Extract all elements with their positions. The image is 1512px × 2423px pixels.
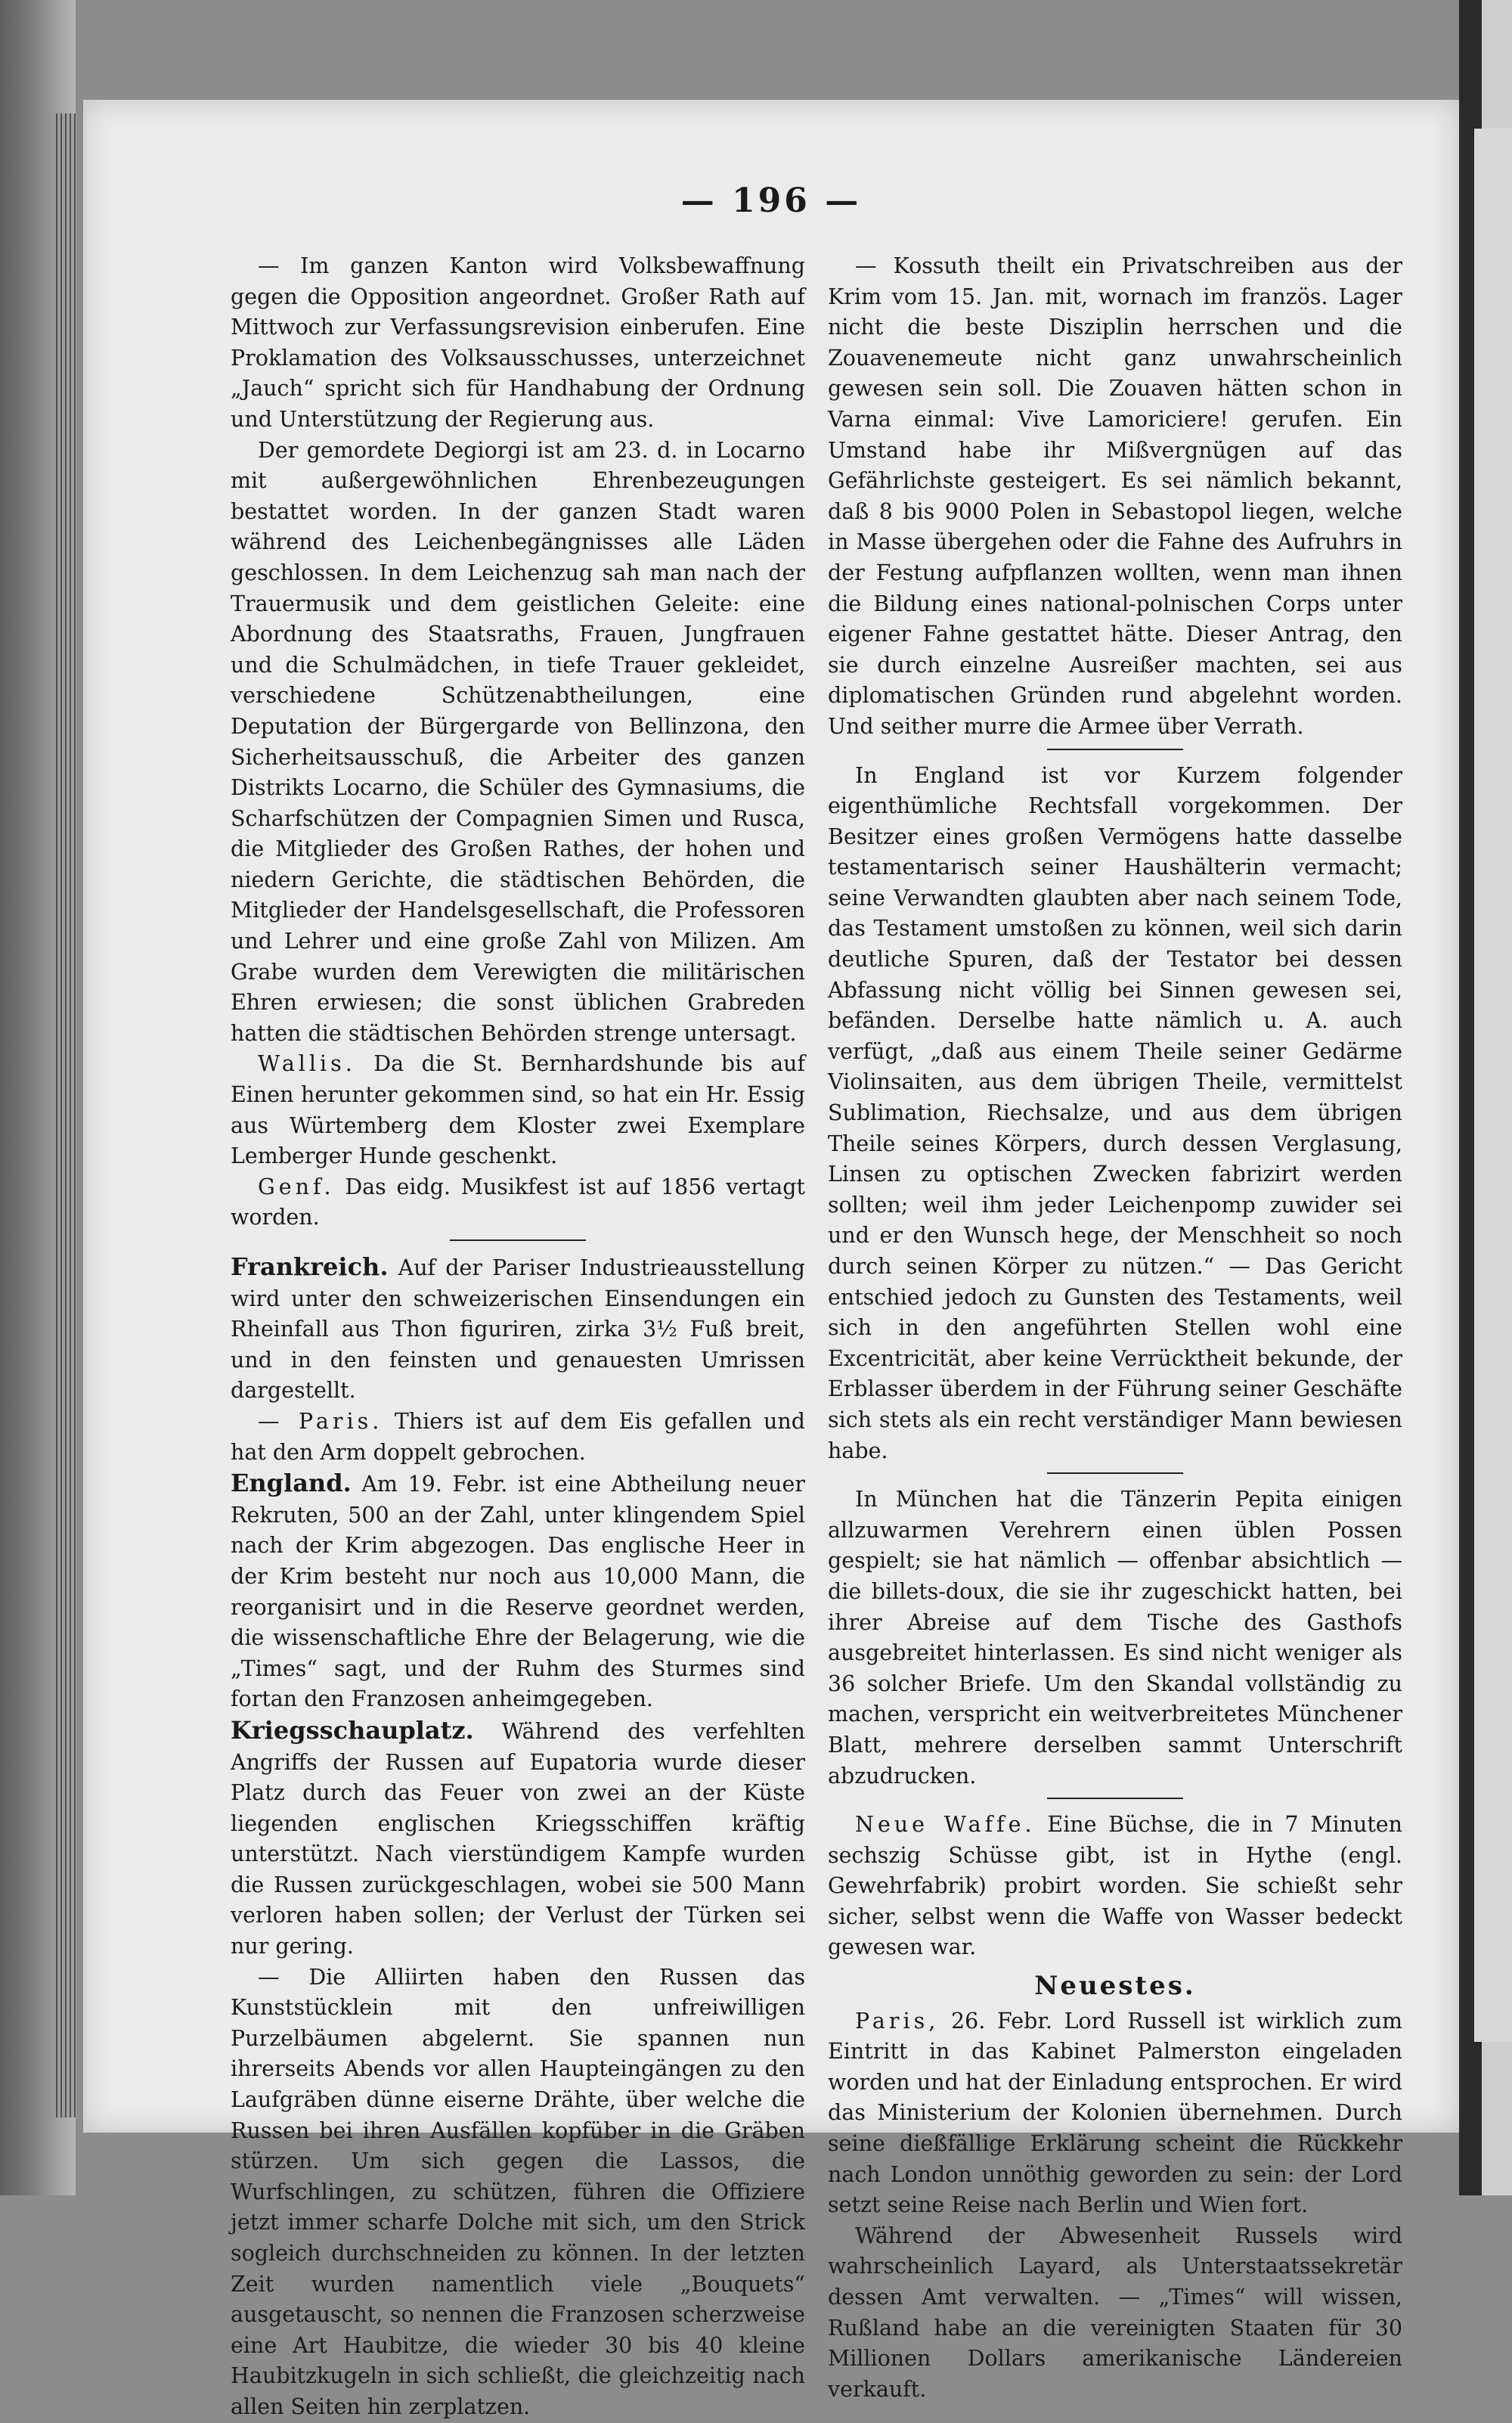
- text-paris-russell: 26. Febr. Lord Russell ist wirklich zum Eintritt in das Kabinet Palmerston eingeladen worden und hat der Einladung entsprochen. Er wird das Ministerium der Kolonien übernehmen. Durch seine dießfällige Erklärung scheint die Rückkehr nach London unnöthig geworden zu sein: der Lord setzt seine Reise nach Berlin und Wien fort.: [828, 2008, 1403, 2218]
- article-kriegsschauplatz: [231, 1715, 805, 1962]
- divider: [1047, 749, 1183, 750]
- page-header: — 196 —: [680, 181, 862, 220]
- article-alliirten: — Die Alliirten haben den Russen das Kunststücklein mit den unfreiwilligen Purzelbäumen abgelernt. Sie spannen nun ihrerseits Abends vor allen Haupteingängen zu den Laufgräben dünne eiserne Drähte, über welche die Russen bei ihren Ausfällen kopfüber in die Gräben stürzen. Um sich gegen die Lassos, die Wurfschlingen, zu schützen, führen die Offiziere jetzt immer scharfe Dolche mit sich, um den Strick sogleich durchschneiden zu können. In der letzten Zeit wurden namentlich viele „Bouquets“ ausgetauscht, so nennen die Franzosen scherzweise eine Art Haubitze, die wieder 30 bis 40 kleine Haubitzkugeln in sich schließt, die gleichzeitig nach allen Seiten hin zerplatzen.: [231, 1964, 805, 2419]
- lead-neue-waffe: Neue Waffe.: [855, 1812, 1036, 1838]
- lead-paris-thiers: — Paris.: [258, 1408, 383, 1434]
- article-kossuth: — Kossuth theilt ein Privatschreiben aus der Krim vom 15. Jan. mit, wornach im französ. Lager nicht die beste Disziplin herrschen und die Zouavenemeute nicht ganz unwahrscheinlich gewesen sein soll. Die Zouaven hätten schon in Varna einmal: Vive Lamoriciere! gerufen. Ein Umstand habe ihr Mißvergnügen auf das Gefährlichste gesteigert. Es sei nämlich bekannt, daß 8 bis 9000 Polen in Sebastopol liegen, welche in Masse übergehen oder die Fahne des Aufruhrs in der Festung aufpflanzen wollten, wenn man ihnen die Bildung eines national-polnischen Corps unter eigener Fahne gestattet hätte. Dieser Antrag, den sie durch einzelne Ausreißer machten, sei aus diplomatischen Gründen rund abgelehnt worden. Und seither murre die Armee über Verrath.: [828, 253, 1402, 739]
- article-layard: Während der Abwesenheit Russels wird wahrscheinlich Layard, als Unterstaatssekretär dessen Amt verwalten. — „Times“ will wissen, Rußland habe an die vereinigten Staaten für 30 Millionen Dollars amerikanische Ländereien verkauft.: [828, 2223, 1402, 2402]
- text-wallis: Da die St. Bernhardshunde bis auf Einen herunter gekommen sind, so hat ein Hr. Essig aus Würtemberg dem Kloster zwei Exemplare Lemberger Hunde geschenkt.: [231, 1051, 806, 1169]
- article-frankreich: [231, 1252, 805, 1407]
- text-neue-waffe: Eine Büchse, die in 7 Minuten sechszig Schüsse gibt, ist in Hythe (engl. Gewehrfabrik) probirt worden. Sie schießt sehr sicher, selbst wenn die Waffe von Wasser bedeckt gewesen war.: [828, 1812, 1402, 1960]
- text-paris-thiers: Thiers ist auf dem Eis gefallen und hat den Arm doppelt gebrochen.: [231, 1408, 806, 1465]
- article-paris-thiers: [231, 1407, 805, 1468]
- right-column: [828, 251, 1402, 2405]
- left-column: [231, 251, 805, 2423]
- article-england-rechtsfall: In England ist vor Kurzem folgender eigenthümliche Rechtsfall vorgekommen. Der Besitzer eines großen Vermögens hatte dasselbe testamentarisch seiner Haushälterin vermacht; seine Verwandten glaubten aber nach seinem Tode, das Testament umstoßen zu können, weil sich darin deutliche Spuren, daß der Testator bei dessen Abfassung nicht völlig bei Sinnen gewesen sei, befänden. Derselbe hatte nämlich u. A. auch verfügt, „daß aus einem Theile seiner Gedärme Violinsaiten, aus dem übrigen Theile, vermittelst Sublimation, Riechsalze, und aus dem übrigen Theile seines Körpers, durch dessen Verglasung, Linsen zu optischen Zwecken fabrizirt werden sollten; weil ihm jeder Leichenpomp zuwider sei und er den Wunsch hege, der Menschheit so noch durch seinen Körper zu nützen.“ — Das Gericht entschied jedoch zu Gunsten des Testaments, weil sich in den angeführten Stellen wohl eine Excentricität, aber keine Verrücktheit bekunde, der Erblasser überdem in der Führung seiner Geschäfte sich stets als ein recht verständiger Mann bewiesen habe.: [828, 762, 1402, 1463]
- divider: [1047, 1798, 1183, 1799]
- lead-genf: Genf.: [258, 1174, 335, 1199]
- section-heading-neuestes: Neuestes.: [1034, 1971, 1196, 2002]
- lead-wallis: Wallis.: [258, 1051, 356, 1077]
- article-degiorgi: Der gemordete Degiorgi ist am 23. d. in Locarno mit außergewöhnlichen Ehrenbezeugungen bestattet worden. In der ganzen Stadt waren während des Leichenbegängnisses alle Läden geschlossen. In dem Leichenzug sah man nach der Trauermusik und dem geistlichen Geleite: eine Abordnung des Staatsraths, Frauen, Jungfrauen und die Schulmädchen, in tiefe Trauer gekleidet, verschiedene Schützenabtheilungen, eine Deputation der Bürgergarde von Bellinzona, den Sicherheitsausschuß, die Arbeiter des ganzen Distrikts Locarno, die Schüler des Gymnasiums, die Scharfschützen der Compagnien Simen und Rusca, die Mitglieder des Großen Rathes, der hohen und niedern Gerichte, die städtischen Behörden, die Mitglieder der Handelsgesellschaft, die Professoren und Lehrer und eine große Zahl von Milizen. Am Grabe wurden dem Verewigten die militärischen Ehren erwiesen; die sonst üblichen Grabreden hatten die städtischen Behörden strenge untersagt.: [231, 437, 805, 1046]
- article-genf: [231, 1172, 805, 1233]
- lead-kriegsschauplatz: Kriegsschauplatz.: [231, 1715, 474, 1745]
- newspaper-page: [83, 100, 1459, 2419]
- article-england: [231, 1468, 805, 1715]
- text-england: Am 19. Febr. ist eine Abtheilung neuer Rekruten, 500 an der Zahl, unter klingendem Spiel nach der Krim abgezogen. Das englische Heer in der Krim besteht nur noch aus 10,000 Mann, die reorganisirt und in die Reserve geordnet werden, die wissenschaftliche Ehre der Belagerung, wie die „Times“ sagt, und der Ruhm des Sturmes sind fortan den Franzosen anheimgegeben.: [231, 1472, 806, 1712]
- lead-england: England.: [231, 1469, 352, 1498]
- text-frankreich: Auf der Pariser Industrieausstellung wird unter den schweizerischen Einsendungen ein Rheinfall aus Thon figuriren, zirka 3½ Fuß breit, und in den feinsten und genauesten Umrissen dargestellt.: [231, 1255, 806, 1404]
- article-wallis: [231, 1049, 805, 1171]
- article-pepita: In München hat die Tänzerin Pepita einigen allzuwarmen Verehrern einen üblen Possen gespielt; sie hat nämlich — offenbar absichtlich — die billets-doux, die sie ihr zugeschickt hatten, bei ihrer Abreise auf dem Tische des Gasthofs ausgebreitet hinterlassen. Es sind nicht weniger als 36 solcher Briefe. Um den Skandal vollständig zu machen, verspricht ein weitverbreitetes Münchener Blatt, mehrere derselben sammt Unterschrift abzudrucken.: [828, 1487, 1402, 1789]
- neighbor-page-strip: [1474, 129, 1512, 2042]
- lead-frankreich: Frankreich.: [231, 1252, 389, 1281]
- article-neue-waffe: [828, 1810, 1402, 1963]
- divider: [450, 1239, 586, 1241]
- article-paris-russell: [828, 2006, 1402, 2221]
- lead-paris-russell: Paris,: [855, 2008, 940, 2034]
- text-genf: Das eidg. Musikfest ist auf 1856 vertagt worden.: [231, 1174, 805, 1230]
- book-spine: [56, 113, 77, 2117]
- article-kanton: — Im ganzen Kanton wird Volksbewaffnung gegen die Opposition angeordnet. Großer Rath auf Mittwoch zur Verfassungsrevision einberufen. Eine Proklamation des Volksausschusses, unterzeichnet „Jauch“ spricht sich für Handhabung der Ordnung und Unterstützung der Regierung aus.: [231, 253, 805, 432]
- text-kriegsschauplatz: Während des verfehlten Angriffs der Russen auf Eupatoria wurde dieser Platz durch das Feuer von zwei an der Küste liegenden englischen Kriegsschiffen kräftig unterstützt. Nach vierstündigem Kampfe wurden die Russen zurückgeschlagen, wobei sie 500 Mann verloren haben sollen; der Verlust der Türken sei nur gering.: [231, 1718, 806, 1959]
- divider: [1047, 1472, 1183, 1474]
